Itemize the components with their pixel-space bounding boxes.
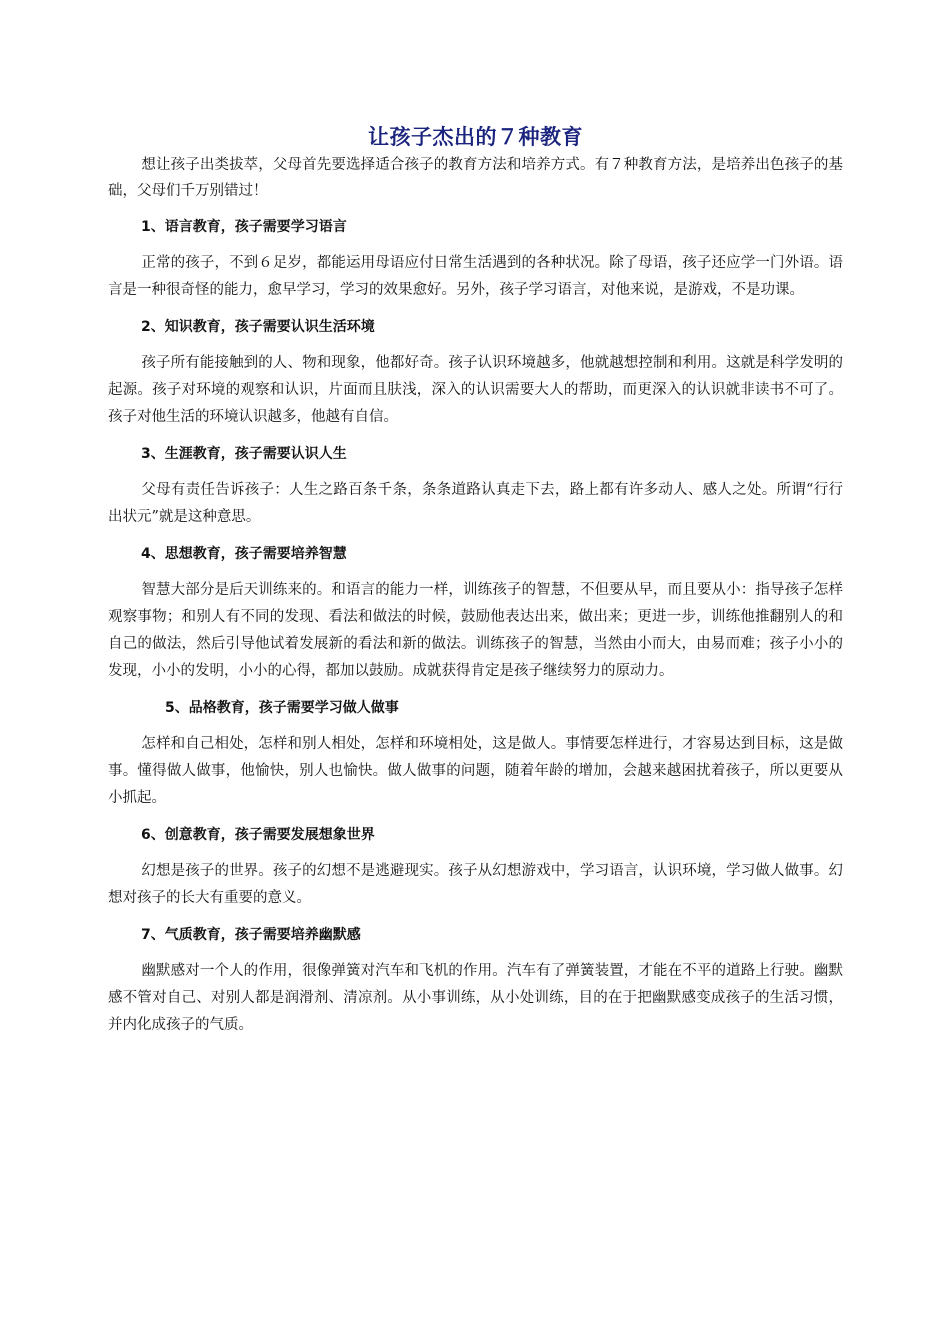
section-body-6: 幻想是孩子的世界。孩子的幻想不是逃避现实。孩子从幻想游戏中，学习语言，认识环境，学习做人做事。幻想对孩子的长大有重要的意义。: [108, 863, 843, 906]
section-body-5: 怎样和自己相处，怎样和别人相处，怎样和环境相处，这是做人。事情要怎样进行，才容易达到目标，这是做事。懂得做人做事，他愉快，别人也愉快。做人做事的问题，随着年龄的增加，会越来越困扰着孩子，所以更要从小抓起。: [108, 736, 843, 806]
section-heading-1: 1、语言教育，孩子需要学习语言: [141, 219, 347, 235]
section-heading-4: 4、思想教育，孩子需要培养智慧: [141, 546, 347, 562]
section-body-3: 父母有责任告诉孩子：人生之路百条千条，条条道路认真走下去，路上都有许多动人、感人之处。所谓“行行出状元”就是这种意思。: [108, 482, 843, 525]
document-page: [108, 122, 843, 1049]
section-body-7: 幽默感对一个人的作用，很像弹簧对汽车和飞机的作用。汽车有了弹簧装置，才能在不平的道路上行驶。幽默感不管对自己、对别人都是润滑剂、清凉剂。从小事训练，从小处训练，目的在于把幽默感变成孩子的生活习惯，并内化成孩子的气质。: [108, 963, 843, 1033]
section-body-2: 孩子所有能接触到的人、物和现象，他都好奇。孩子认识环境越多，他就越想控制和利用。这就是科学发明的起源。孩子对环境的观察和认识，片面而且肤浅，深入的认识需要大人的帮助，而更深入的认识就非读书不可了。孩子对他生活的环境认识越多，他越有自信。: [108, 355, 843, 425]
document-title: 让孩子杰出的７种教育: [368, 125, 583, 149]
section-heading-6: 6、创意教育，孩子需要发展想象世界: [141, 827, 375, 843]
section-heading-3: 3、生涯教育，孩子需要认识人生: [141, 446, 347, 462]
intro-paragraph: 想让孩子出类拔萃，父母首先要选择适合孩子的教育方法和培养方式。有７种教育方法，是培养出色孩子的基础，父母们千万别错过！: [108, 157, 843, 199]
section-heading-2: 2、知识教育，孩子需要认识生活环境: [141, 319, 375, 335]
section-body-1: 正常的孩子，不到６足岁，都能运用母语应付日常生活遇到的各种状况。除了母语，孩子还应学一门外语。语言是一种很奇怪的能力，愈早学习，学习的效果愈好。另外，孩子学习语言，对他来说，是游戏，不是功课。: [108, 255, 843, 298]
section-body-4: 智慧大部分是后天训练来的。和语言的能力一样，训练孩子的智慧，不但要从早，而且要从小：指导孩子怎样观察事物；和别人有不同的发现、看法和做法的时候，鼓励他表达出来，做出来；更进一步，训练他推翻别人的和自己的做法，然后引导他试着发展新的看法和新的做法。训练孩子的智慧，当然由小而大，由易而难；孩子小小的发现，小小的发明，小小的心得，都加以鼓励。成就获得肯定是孩子继续努力的原动力。: [108, 582, 843, 679]
section-heading-5: 5、品格教育，孩子需要学习做人做事: [165, 700, 399, 716]
section-heading-7: 7、气质教育，孩子需要培养幽默感: [141, 927, 361, 943]
